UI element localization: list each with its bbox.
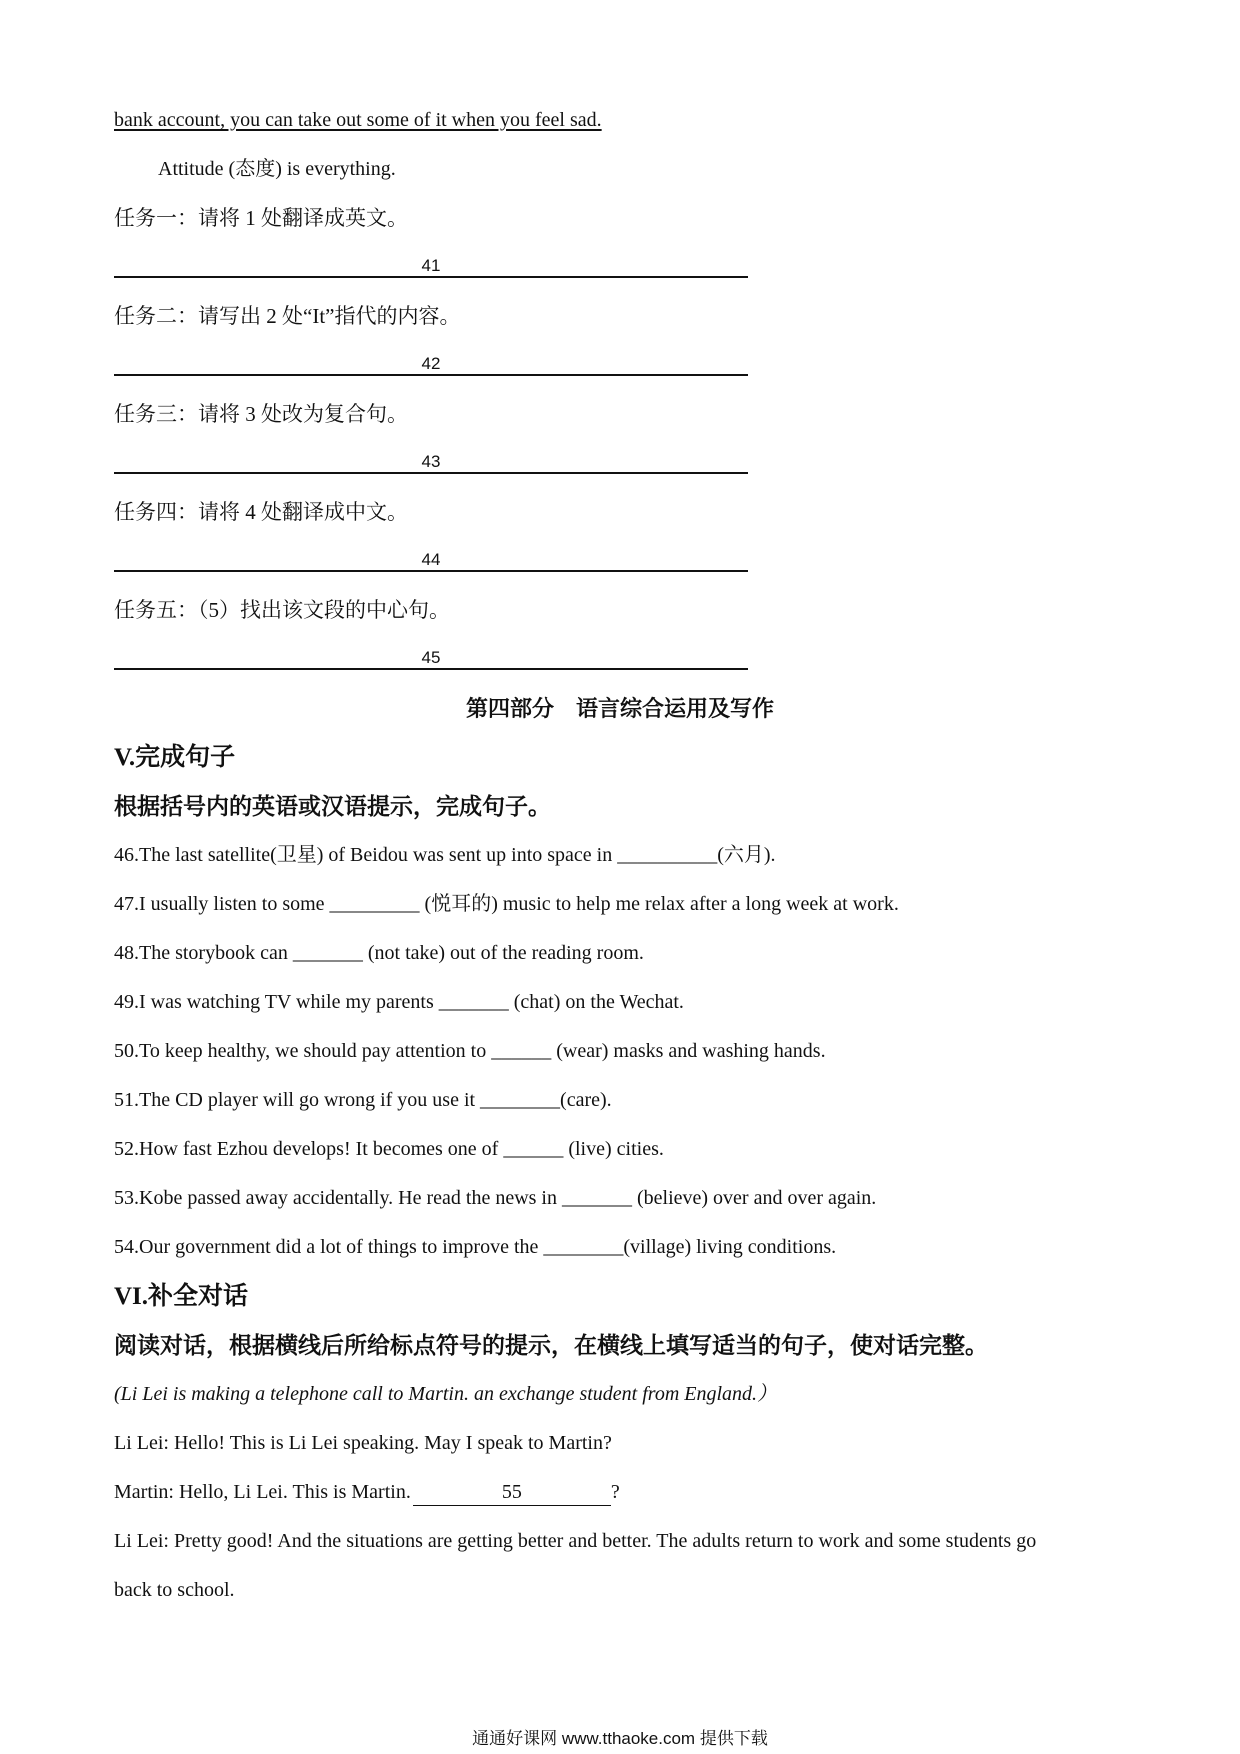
question-item-50: 50.To keep healthy, we should pay attention to ______ (wear) masks and washing hands.: [114, 1040, 826, 1062]
dialogue-blank-55: 55: [413, 1479, 611, 1506]
task-prompt-1: 任务一：请将 1 处翻译成英文。: [114, 206, 408, 230]
section-vi-title: VI.补全对话: [114, 1283, 249, 1310]
answer-row-41: [114, 243, 1126, 292]
answer-line-44: 44: [114, 550, 748, 572]
answer-line-45: 45: [114, 648, 748, 670]
section-vi-instruction: 阅读对话，根据横线后所给标点符号的提示，在横线上填写适当的句子，使对话完整。: [114, 1333, 988, 1358]
answer-row-44: [114, 537, 1126, 586]
task-prompt-5: 任务五：（5）找出该文段的中心句。: [114, 598, 450, 622]
question-item-52: 52.How fast Ezhou develops! It becomes one of ______ (live) cities.: [114, 1138, 664, 1160]
question-item-47: 47.I usually listen to some _________ (悦耳的) music to help me relax after a long week at work.: [114, 893, 899, 915]
dialogue-scene-note: (Li Lei is making a telephone call to Martin. an exchange student from England.）: [114, 1383, 778, 1405]
answer-row-42: [114, 341, 1126, 390]
section-v-title: V.完成句子: [114, 744, 236, 771]
page-content: [114, 96, 1126, 1615]
dialogue-line-3: Li Lei: Pretty good! And the situations are getting better and better. The adults return to work and some students go: [114, 1530, 1037, 1552]
part-four-heading: 第四部分 语言综合运用及写作: [465, 696, 774, 721]
dialogue-line-3-continued: back to school.: [114, 1579, 235, 1601]
task-prompt-3: 任务三：请将 3 处改为复合句。: [114, 402, 408, 426]
answer-row-45: [114, 635, 1126, 684]
dialogue-line-1: Li Lei: Hello! This is Li Lei speaking. May I speak to Martin?: [114, 1432, 612, 1454]
question-item-51: 51.The CD player will go wrong if you use it ________(care).: [114, 1089, 612, 1111]
question-item-46: 46.The last satellite(卫星) of Beidou was sent up into space in __________(六月).: [114, 844, 776, 866]
answer-line-41: 41: [114, 256, 748, 278]
question-item-53: 53.Kobe passed away accidentally. He read the news in _______ (believe) over and over again.: [114, 1187, 877, 1209]
question-item-49: 49.I was watching TV while my parents _______ (chat) on the Wechat.: [114, 991, 684, 1013]
passage-closing: Attitude (态度) is everything.: [158, 158, 396, 180]
task-prompt-2: 任务二：请写出 2 处“It”指代的内容。: [114, 304, 461, 328]
question-item-48: 48.The storybook can _______ (not take) out of the reading room.: [114, 942, 644, 964]
answer-line-42: 42: [114, 354, 748, 376]
dialogue-line-2-suffix: ?: [610, 1481, 620, 1503]
answer-row-43: [114, 439, 1126, 488]
answer-line-43: 43: [114, 452, 748, 474]
passage-tail-line: bank account, you can take out some of it when you feel sad.: [114, 109, 602, 131]
dialogue-line-2-prefix: Martin: Hello, Li Lei. This is Martin.: [114, 1481, 411, 1503]
task-prompt-4: 任务四：请将 4 处翻译成中文。: [114, 500, 408, 524]
section-v-instruction: 根据括号内的英语或汉语提示，完成句子。: [114, 794, 551, 819]
question-item-54: 54.Our government did a lot of things to improve the ________(village) living conditions.: [114, 1236, 837, 1258]
page-footer: 通通好课网 www.tthaoke.com 提供下载: [472, 1729, 768, 1748]
dialogue-line-2: [114, 1468, 1126, 1517]
